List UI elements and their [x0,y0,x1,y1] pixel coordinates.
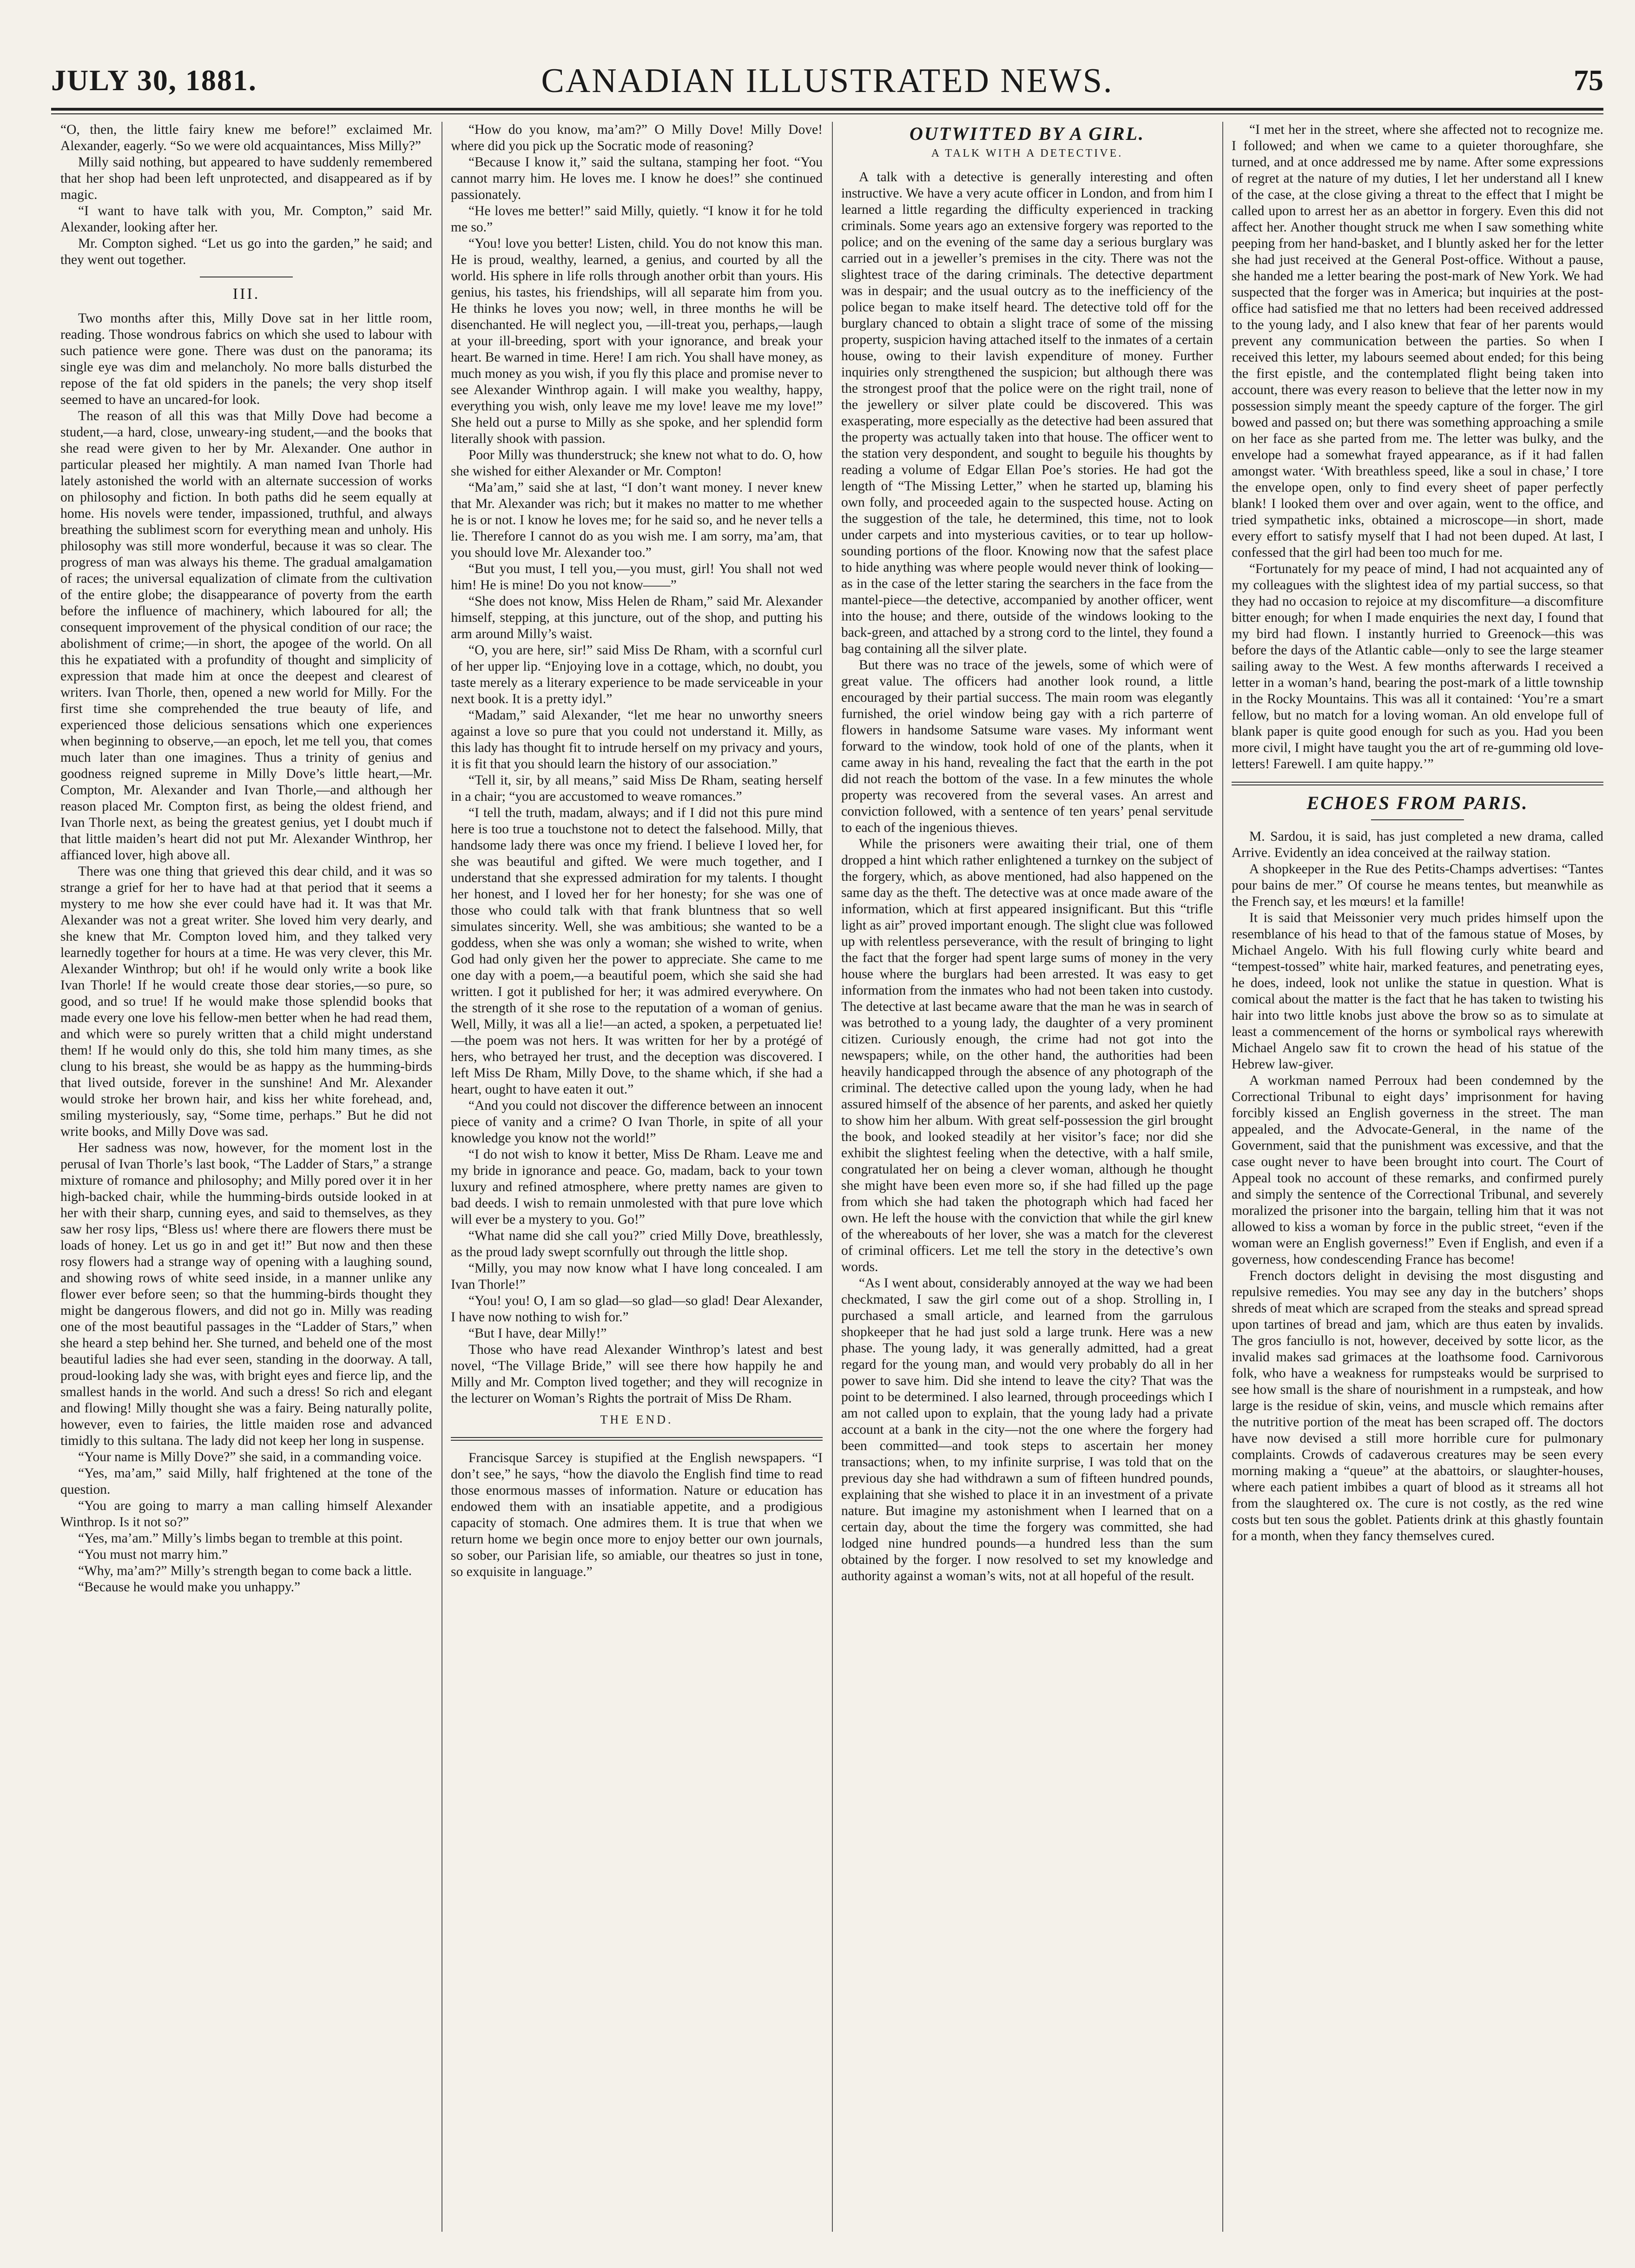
paragraph: “I tell the truth, madam, always; and if I did not this pure mind here is too true a touchstone not to detect the falsehood. Milly, that handsome lady there was once my friend. I believe I loved her, for she was beautiful and gifted. We were much together, and I understand that she expressed admiration for my talents. I thought her honest, and I loved her for her honesty; for she was one of those who could talk with that frank bluntness that so well simulates sincerity. Well, she was ambitious; she wanted to be a goddess, when she was only a woman; she wished to write, when God had only given her the power to appreciate. She came to me one day with a poem,—a beautiful poem, which she said she had written. I got it published for her; it was admired everywhere. On the strength of it she rose to the reputation of a woman of genius. Well, Milly, it was all a lie!—an acted, a spoken, a perpetuated lie!—the poem was not hers. It was written for her by a protégé of hers, who betrayed her trust, and the deception was discovered. I left Miss De Rham, Milly Dove, to the shame which, if she had a heart, ought to have eaten it out.” [451,805,823,1097]
paragraph: “O, you are here, sir!” said Miss De Rham, with a scornful curl of her upper lip. “Enjoying love in a cottage, which, no doubt, you taste merely as a literary experience to be made serviceable in your next book. It is a pretty idyl.” [451,643,823,706]
paragraph: “You must not marry him.” [78,1547,228,1562]
story-conclusion [451,122,823,1407]
paragraph: “Milly, you may now know what I have long concealed. I am Ivan Thorle!” [451,1261,823,1292]
masthead [51,50,1603,106]
paragraph: French doctors delight in devising the most disgusting and repulsive remedies. You may see any day in the butchers’ shops shreds of meat which are scraped from the steaks and spread spread upon tartines of bread and jam, which are thus eaten by invalids. The gros fanciullo is not, however, deceived by sotte licor, as the invalid makes sad grimaces at the loathsome food. Carnivorous folk, who have a weakness for rumpsteaks would be surprised to see how small is the share of nourishment in a rumpsteak, and how large is the residue of skin, veins, and muscle which remains after the nutritive portion of the meat has been scraped off. The doctors have now devised a still more horrible cure for pulmonary complaints. Crowds of cadaverous creatures may be seen every morning making a “queue” at the abattoirs, or slaughter-houses, where each patient imbibes a quart of blood as it streams all hot from the slaughtered ox. The cure is not costly, as the red wine costs but ten sous the goblet. Patients drink at this ghastly fountain for a month, when they fancy themselves cured. [1232,1268,1603,1543]
paragraph: It is said that Meissonier very much prides himself upon the resemblance of his head to that of the famous statue of Moses, by Michael Angelo. With his full flowing curly white beard and “tempest-tossed” white hair, marked features, and penetrating eyes, he does, indeed, look not unlike the statue in question. What is comical about the matter is the fact that he has taken to twisting his hair into two little knobs just above the brow so as to simulate at least a commencement of the horns or symbolical rays wherewith Michael Angelo saw fit to crown the head of his statue of the Hebrew law-giver. [1232,910,1603,1072]
paragraph: “You! you! O, I am so glad—so glad—so glad! Dear Alexander, I have now nothing to wish for.” [451,1293,823,1325]
article-body [841,169,1213,1584]
masthead-rule-thin [51,113,1603,114]
divider [451,1437,823,1441]
paragraph: While the prisoners were awaiting their trial, one of them dropped a hint which rather enlightened a turnkey on the subject of the forgery, which, as above mentioned, had also happened on the same day as the theft. The detective was at once made aware of the information, which at first appeared insignificant. But this “trifle light as air” proved important enough. The slight clue was followed up with relentless perseverance, with the result of bringing to light the fact that the forger had spent large sums of money in the very house where the burglars had been arrested. It was easy to get information from the inmates who had not been taken into custody. The detective at last became aware that the man he was in search of was betrothed to a young lady, the daughter of a very prominent citizen. Curiously enough, the crime had not got into the newspapers; while, on the other hand, the authorities had been heavily handicapped through the absence of any photograph of the criminal. The detective called upon the young lady, when he had assured himself of the absence of her parents, and asked her quietly to show him her album. With great self-possession the girl brought the book, and looked steadily at her visitor’s face; nor did she exhibit the slightest feeling when the detective, with a half smile, congratulated her on being a clever woman, although he thought she might have been even more so, if she had filled up the page from which she had taken the photograph which had faced her own. He left the house with the conviction that while the girl knew of the whereabouts of her lover, she was a match for the cleverest of criminal officers. Let me tell the story in the detective’s own words. [841,837,1213,1274]
echoes-items [1232,829,1603,1544]
story-continuation [60,122,432,268]
masthead-rule [51,108,1603,111]
paragraph: “How do you know, ma’am?” O Milly Dove! Milly Dove! where did you pick up the Socratic mode of reasoning? [451,122,823,153]
issue-date: JULY 30, 1881. [51,64,257,97]
paragraph: A shopkeeper in the Rue des Petits-Champs advertises: “Tantes pour bains de mer.” Of course he means tentes, but meanwhile as the French say, et les mœurs! et la famille! [1232,862,1603,909]
paragraph: “Yes, ma’am.” Milly’s limbs began to tremble at this point. [78,1531,403,1546]
paragraph: “Yes, ma’am,” said Milly, half frightened at the tone of the question. [60,1466,432,1497]
paragraph: “Fortunately for my peace of mind, I had not acquainted any of my colleagues with the slightest idea of my partial success, so that they had no occasion to rejoice at my discomfiture—a discomfiture bitter enough; for when I made enquiries the next day, I found that my bird had flown. I instantly hurried to Greenock—this was before the days of the Atlantic cable—only to see the large steamer sailing away to the West. A few months afterwards I received a letter in a woman’s hand, bearing the post-mark of a little township in the Rocky Mountains. This was all it contained: ‘You’re a smart fellow, but no match for a loving woman. An old envelope full of blank paper is quite good enough for such as you. Had you been more civil, I might have taught you the art of re-gumming old love-letters! Farewell. I am quite happy.’” [1232,561,1603,771]
paragraph: “I want to have talk with you, Mr. Compton,” said Mr. Alexander, looking after her. [60,204,432,235]
paragraph: “Why, ma’am?” Milly’s strength began to come back a little. [78,1563,412,1578]
paragraph: “I do not wish to know it better, Miss De Rham. Leave me and my bride in ignorance and peace. Go, madam, back to your town luxury and refined atmosphere, where pretty names are given to bad deeds. I wish to remain unmolested with that pure love which will ever be a mystery to you. Go!” [451,1147,823,1227]
paragraph: “Tell it, sir, by all means,” said Miss De Rham, seating herself in a chair; “you are accustomed to weave romances.” [451,773,823,804]
paragraph: Milly said nothing, but appeared to have suddenly remembered that her shop had been left unprotected, and disappeared as if by magic. [60,155,432,202]
column-2 [451,122,823,2241]
section-number: III. [232,285,260,303]
paragraph: A talk with a detective is generally interesting and often instructive. We have a very acute officer in London, and from him I learned a little regarding the difficulty experienced in tracking criminals. Some years ago an extensive forgery was reported to the police; and on the evening of the same day a serious burglary was carried out in a jeweller’s premises in the city. There was not the slightest trace of the daring criminals. The detective department was in despair; and the usual outcry as to the inefficiency of the police began to make itself heard. The detective told off for the burglary chanced to obtain a slight trace of some of the missing property, suspicion having attached itself to the inmates of a certain house, owing to their lavish expenditure of money. Further inquiries only strengthened the suspicion; but although there was the strongest proof that the police were on the right trail, none of the jewellery or silver plate could be discovered. This was exasperating, more especially as the detective had been assured that the property was actually taken into that house. The officer went to the station very despondent, and sought to beguile his thoughts by reading a volume of Edgar Ellan Poe’s stories. He had got the length of “The Missing Letter,” when he started up, blaming his own folly, and proceeded again to the suspected house. Acting on the suggestion of the tale, he determined, this time, not to look under carpets and into mysterious cavities, or to tear up hollow-sounding portions of the floor. Knowing now that the safest place to hide anything was where people would never think of looking—as in the case of the letter staring the searchers in the face from the mantel-piece—the detective, accompanied by another officer, went into the house; and there, outside of the windows looking to the back-green, and attached by a strong cord to the lintel, they found a bag containing all the silver plate. [841,170,1213,656]
column-separator [832,122,833,2232]
column-3 [841,122,1213,2241]
paragraph: A workman named Perroux had been condemned by the Correctional Tribunal to eight days’ imprisonment for having forcibly kissed an English governess in the street. The man appealed, and the Advocate-General, in the name of the Government, said that the punishment was excessive, and that the case ought never to have been brought into court. The Court of Appeal took no account of these remarks, and confirmed purely and simply the sentence of the Correctional Tribunal, and severely moralized the prisoner into the bargain, telling him that it was not allowed to kiss a woman by force in the public street, “even if the woman were an English governess!” Even if English, and even if a governess, how condescending France has become! [1232,1073,1603,1267]
paragraph: “He loves me better!” said Milly, quietly. “I know it for he told me so.” [451,204,823,235]
divider [1371,819,1464,820]
paragraph: “Your name is Milly Dove?” she said, in a commanding voice. [78,1450,422,1464]
paragraph: “Because I know it,” said the sultana, stamping her foot. “You cannot marry him. He loves me. I know he does!” she continued passionately. [451,155,823,202]
paragraph: Her sadness was now, however, for the moment lost in the perusal of Ivan Thorle’s last book, “The Ladder of Stars,” a strange mixture of romance and philosophy; and Milly pored over it in her high-backed chair, while the humming-birds outside looked in at her with their sharp, cunning eyes, and said to themselves, as they saw her rosy lips, “Bless us! where there are flowers there must be loads of honey. Let us go in and get it!” But now and then these rosy flowers had a strange way of opening with a laughing sound, and showing rows of white seed inside, in a manner unlike any flower ever before seen; so that the humming-birds thought they might be dangerous flowers, and did not go in. Milly was reading one of the most beautiful passages in the “Ladder of Stars,” when she heard a step behind her. She turned, and beheld one of the most beautiful ladies she had ever seen, standing in the doorway. A tall, proud-looking lady she was, with bright eyes and fierce lip, and the smallest hands in the world. And such a dress! So rich and elegant and flowing! Milly thought she was a fairy. Being naturally polite, however, even to fairies, the little maiden rose and advanced timidly to this sultana. The lady did not keep her long in suspense. [60,1141,432,1448]
paragraph: Francisque Sarcey is stupified at the English newspapers. “I don’t see,” he says, “how the diavolo the English find time to read those enormous masses of information. Nature or education has endowed them with an insatiable appetite, and a prodigious capacity of stomach. One admires them. It is true that when we return home we begin once more to enjoy better our own journals, so sober, our Parisian life, so amiable, our theatres so just in tone, so exquisite in language.” [451,1450,823,1579]
paragraph: “Because he would make you unhappy.” [78,1580,301,1595]
paragraph: “She does not know, Miss Helen de Rham,” said Mr. Alexander himself, stepping, at this juncture, out of the shop, and putting his arm around Milly’s waist. [451,594,823,641]
paragraph: “I met her in the street, where she affected not to recognize me. I followed; and when we came to a quieter thoroughfare, she turned, and at once addressed me by name. After some expressions of regret at the nature of my duties, I let her understand all I knew of the case, at the close giving a threat to the effect that I might be called upon to arrest her as an abettor in forgery. Even this did not affect her. Another thought struck me when I saw something white peeping from her hand-basket, and I bluntly asked her for the letter she had just received at the General Post-office. Without a pause, she handed me a letter bearing the post-mark of New York. We had suspected that the forger was in America; but inquiries at the post-office had satisfied me that no letters had been received addressed to the young lady, and I also knew that fear of her parents would prevent any communication between the parties. So when I received this letter, my labours seemed about ended; for this being the first epistle, and the contemplated flight being taken into account, there was every reason to believe that the letter now in my possession simply meant the speedy capture of the forger. The girl bowed and passed on; but there was something approaching a smile on her face as she parted from me. The letter was bulky, and the envelope had a somewhat frayed appearance, as if it had fallen amongst water. ‘With breathless speed, like a soul in chase,’ I tore the envelope open, only to find every sheet of paper perfectly blank! I looked them over and over again, went to the office, and tried sympathetic inks, obtained a microscope—in short, made every effort to satisfy myself that I had not been duped. At last, I confessed that the girl had been too much for me. [1232,122,1603,560]
article-continuation [1232,122,1603,772]
paragraph: But there was no trace of the jewels, some of which were of great value. The officers had another look round, a little encouraged by their partial success. The main room was elegantly furnished, the oriel window being gay with a rich parterre of flowers in handsome Satsume ware vases. My informant went forward to the window, took hold of one of the plants, when it came away in his hand, revealing the fact that the earth in the pot did not reach the bottom of the vase. In a few minutes the whole property was recovered from the several vases. An arrest and conviction followed, with a sentence of ten years’ penal servitude to each of the ingenious thieves. [841,658,1213,835]
column-1 [60,122,432,2241]
end-label: THE END. [600,1413,673,1426]
paragraph: “But I have, dear Milly!” [468,1326,607,1341]
story-section-3 [60,310,432,1596]
paragraph: “You are going to marry a man calling himself Alexander Winthrop. Is it not so?” [60,1498,432,1530]
paragraph: “What name did she call you?” cried Milly Dove, breathlessly, as the proud lady swept scornfully out through the little shop. [451,1228,823,1259]
column-4 [1232,122,1603,2241]
newspaper-title: CANADIAN ILLUSTRATED NEWS. [541,62,1114,100]
article-subheading: A TALK WITH A DETECTIVE. [931,147,1123,159]
paragraph: Mr. Compton sighed. “Let us go into the garden,” he said; and they went out together. [60,236,432,267]
paragraph: “And you could not discover the difference between an innocent piece of vanity and a crime? O Ivan Thorle, in spite of all your knowledge you know not the world!” [451,1098,823,1146]
paragraph: There was one thing that grieved this dear child, and it was so strange a grief for her to have had at that period that it seems a mystery to me how she ever could have had it. It was that Mr. Alexander was not a great writer. She loved him very dearly, and she knew that Mr. Compton loved him, and they talked very learnedly together for hours at a time. He was very clever, this Mr. Alexander Winthrop; but oh! if he would only write a book like Ivan Thorle! If he would create those dear stories,—so pure, so good, and so true! If he would make those splendid books that made every one love his fellow-men better when he had read them, and which were so purely written that a child might understand them! If he would only do this, she told him many times, as she clung to his breast, she would be as happy as the humming-birds that lived outside, forever in the sunshine! And Mr. Alexander would stroke her brown hair, and kiss her white forehead, and, smiling mysteriously, say, “Some time, perhaps.” But he did not write books, and Milly Dove was sad. [60,864,432,1139]
page-number: 75 [1574,64,1603,97]
paragraph: “Ma’am,” said she at last, “I don’t want money. I never knew that Mr. Alexander was rich; but it makes no matter to me whether he is or not. I know he loves me; for he said so, and he never tells a lie. Therefore I cannot do as you wish me. I am sorry, ma’am, that you should love Mr. Alexander too.” [451,480,823,560]
paragraph: “As I went about, considerably annoyed at the way we had been checkmated, I saw the girl come out of a shop. Strolling in, I purchased a small article, and learned from the garrulous shopkeeper that he had just sold a large trunk. Here was a new phase. The young lady, it was generally admitted, had a great regard for the young man, and would very probably do all in her power to save him. Did she intend to leave the city? That was the point to be determined. I also learned, through proceedings which I am not called upon to explain, that the young lady had a private account at a bank in the city—not the one where the forgery had been committed—and took steps to ascertain her money transactions; when, to my infinite surprise, I was told that on the previous day she had withdrawn a sum of fifteen hundred pounds, explaining that she wished to place it in an investment of a private nature. But imagine my astonishment when I learned that on a certain day, about the time the forgery was committed, she had lodged nine hundred pounds—a hundred less than the sum obtained by the forger. I now resolved to set my knowledge and authority against a woman’s wits, not at all hopeful of the result. [841,1276,1213,1583]
paragraph: The reason of all this was that Milly Dove had become a student,—a hard, close, unweary-ing student,—and the books that she read were given to her by Mr. Alexander. One author in particular pleased her mightily. A man named Ivan Thorle had lately astonished the world with an alternate succession of works on philosophy and fiction. In both paths did he seem equally at home. His novels were tender, impassioned, truthful, and always breathing the sublimest scorn for everything mean and unholy. His philosophy was still more wonderful, because it was so clear. The progress of man was always his theme. The gradual amalgamation of races; the universal equalization of climate from the cultivation of the entire globe; the disappearance of poverty from the earth before the influence of machinery, which laboured for all; the consequent improvement of the physical condition of our race; the abolishment of crime;—in short, the apogee of the world. On all this he expatiated with a profundity of thought and simplicity of expression that made him at once the deepest and clearest of writers. Ivan Thorle, then, opened a new world for Milly. For the first time she comprehended the true beauty of life, and experienced those delicious sensations which one experiences when beginning to observe,—an epoch, let me tell you, that comes much later than one imagines. Thus a trinity of genius and goodness reigned supreme in Milly Dove’s little heart,—Mr. Compton, Mr. Alexander and Ivan Thorle,—and although her reason placed Mr. Compton first, as being the oldest friend, and Ivan Thorle next, as being the greatest genius, yet I doubt much if that little maiden’s heart did not put Mr. Alexander Winthrop, her affianced lover, high above all. [60,409,432,863]
paragraph: “You! love you better! Listen, child. You do not know this man. He is proud, wealthy, learned, a genius, and courted by all the world. His sphere in life rolls through another orbit than yours. His genius, his tastes, his friendships, will all separate him from you. He thinks he loves you now; well, in three months he will be disenchanted. He will neglect you, —ill-treat you, perhaps,—laugh at your ill-breeding, sport with your ignorance, and break your heart. Be warned in time. Here! I am rich. You shall have money, as much money as you wish, if you fly this place and promise never to see Alexander Winthrop again. I will make you wealthy, happy, everything you wish, only leave me my love! leave me my love!” She held out a purse to Milly as she spoke, and her splendid form literally shook with passion. [451,236,823,446]
paragraph: Poor Milly was thunderstruck; she knew not what to do. O, how she wished for either Alexander or Mr. Compton! [451,448,823,479]
divider [1232,782,1603,785]
paragraph: Two months after this, Milly Dove sat in her little room, reading. Those wondrous fabrics on which she used to labour with such patience were gone. There was dust on the panorama; its single eye was dim and melancholy. No more balls disturbed the repose of the fat old spiders in the panels; the very shop itself seemed to have an uncared-for look. [60,311,432,407]
column-separator [1222,122,1223,2232]
paragraph: M. Sardou, it is said, has just completed a new drama, called Arrive. Evidently an idea conceived at the railway station. [1232,829,1603,860]
article-heading: OUTWITTED BY A GIRL. [910,123,1145,144]
paragraph: Those who have read Alexander Winthrop’s latest and best novel, “The Village Bride,” will see there how happily he and Milly and Mr. Compton lived together; and they will recognize in the lecturer on Woman’s Rights the portrait of Miss De Rham. [451,1342,823,1406]
article-heading: ECHOES FROM PARIS. [1306,792,1529,813]
paragraph: “Madam,” said Alexander, “let me hear no unworthy sneers against a love so pure that you could not understand it. Milly, as this lady has thought fit to intrude herself on my privacy and yours, it is fit that you should learn the history of our association.” [451,708,823,771]
paragraph: “O, then, the little fairy knew me before!” exclaimed Mr. Alexander, eagerly. “So we were old acquaintances, Miss Milly?” [60,122,432,153]
paragraph: “But you must, I tell you,—you must, girl! You shall not wed him! He is mine! Do you not know——” [451,561,823,593]
